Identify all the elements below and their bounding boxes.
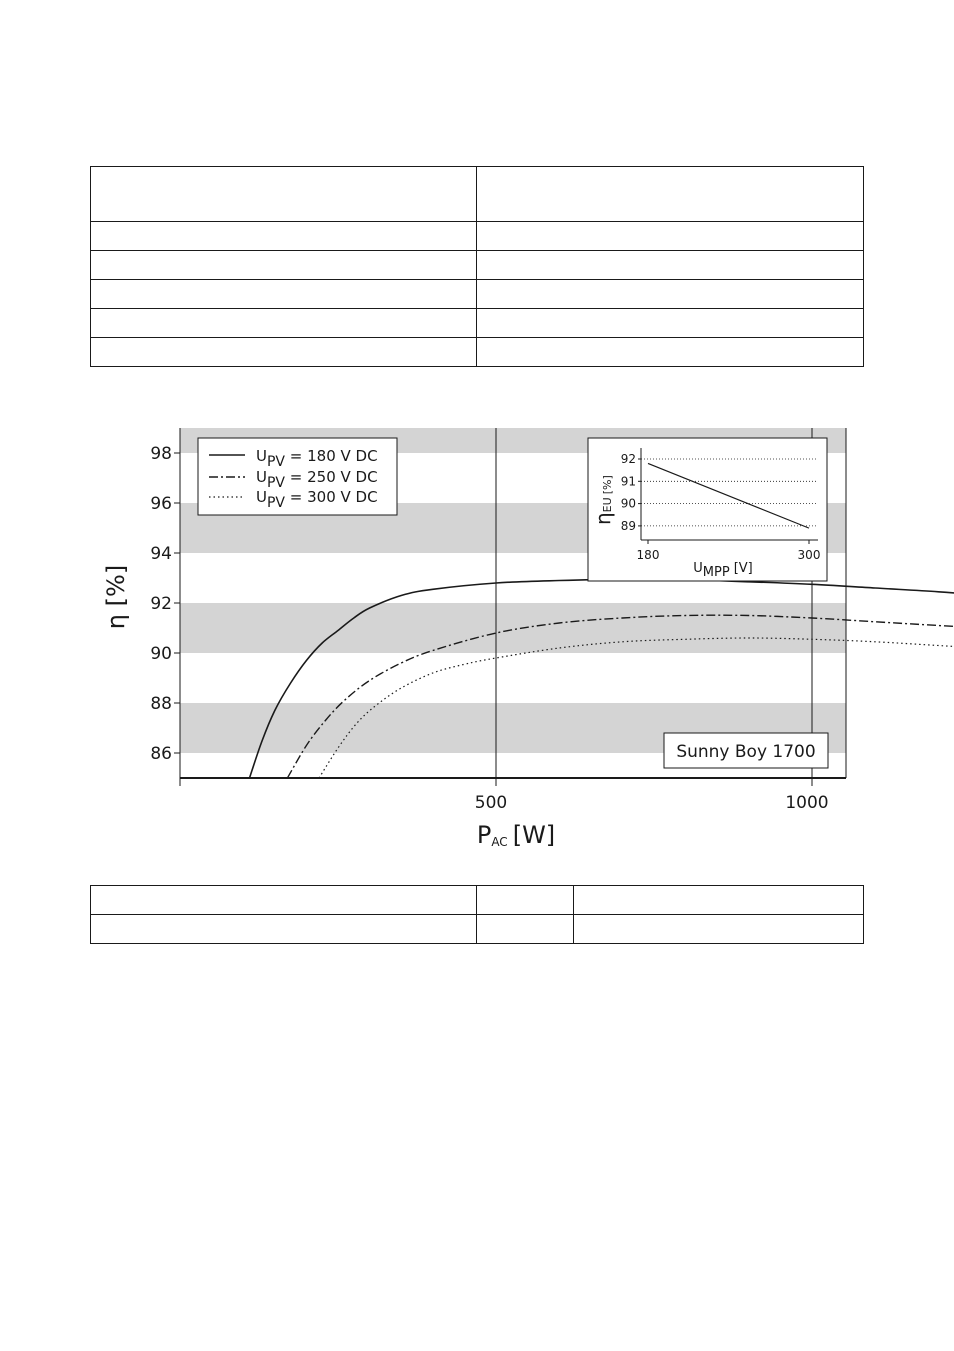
model-annotation xyxy=(664,733,828,768)
table-cell xyxy=(91,167,477,222)
table-row xyxy=(91,886,864,915)
legend xyxy=(198,438,397,515)
efficiency-chart xyxy=(0,400,954,860)
inset-x-tick-label: 300 xyxy=(797,548,821,562)
inset-y-tick-label: 91 xyxy=(620,474,636,489)
table-cell xyxy=(477,915,574,944)
table-cell xyxy=(91,915,477,944)
y-tick-label: 86 xyxy=(150,744,172,764)
table-cell xyxy=(91,222,477,251)
table-cell xyxy=(91,280,477,309)
table-row xyxy=(91,280,864,309)
table-row xyxy=(91,915,864,944)
table-cell xyxy=(477,222,864,251)
model-name: Sunny Boy 1700 xyxy=(676,742,816,762)
table-cell xyxy=(477,309,864,338)
inset-chart xyxy=(588,438,827,581)
table-cell xyxy=(477,338,864,367)
x-axis-label xyxy=(477,821,555,849)
y-axis-label: η [%] xyxy=(102,564,130,630)
inset-y-tick-label: 90 xyxy=(620,496,636,511)
y-tick-label: 94 xyxy=(150,544,172,564)
table-cell xyxy=(574,886,864,915)
shaded-band xyxy=(180,603,846,653)
table-cell xyxy=(477,280,864,309)
legend-label-300: UPV = 300 V DC xyxy=(256,488,378,511)
table-cell xyxy=(91,251,477,280)
table-cell xyxy=(477,886,574,915)
inset-y-axis-label-unit: [%] xyxy=(601,475,614,495)
table-row xyxy=(91,309,864,338)
y-tick-label: 92 xyxy=(150,594,172,614)
inset-x-axis-label-unit: [V] xyxy=(733,561,753,576)
table-cell xyxy=(574,915,864,944)
legend-label-180: UPV = 180 V DC xyxy=(256,447,378,470)
table-cell xyxy=(477,251,864,280)
top-table xyxy=(90,166,864,367)
x-axis-label-sub: AC xyxy=(491,835,508,849)
x-axis-label-unit: [W] xyxy=(512,821,556,849)
bottom-table xyxy=(90,885,864,944)
table-row xyxy=(91,222,864,251)
y-tick-label: 88 xyxy=(150,694,172,714)
x-tick-label: 1000 xyxy=(785,793,829,813)
x-tick-label: 500 xyxy=(474,793,508,813)
y-tick-label: 98 xyxy=(150,444,172,464)
inset-x-tick-label: 180 xyxy=(636,548,660,562)
table-cell xyxy=(91,338,477,367)
y-tick-label: 96 xyxy=(150,494,172,514)
table-row xyxy=(91,167,864,222)
table-row xyxy=(91,338,864,367)
table-row xyxy=(91,251,864,280)
inset-x-axis-label-sub: MPP xyxy=(702,565,730,580)
inset-y-tick-label: 92 xyxy=(620,452,636,466)
inset-x-axis-label-main: U xyxy=(693,561,703,576)
table-cell xyxy=(91,886,477,915)
table-cell xyxy=(477,167,864,222)
table-cell xyxy=(91,309,477,338)
y-tick-label: 90 xyxy=(150,644,172,664)
legend-label-250: UPV = 250 V DC xyxy=(256,468,378,491)
y-ticks xyxy=(150,444,180,764)
inset-y-axis-label-main: η xyxy=(591,512,615,525)
inset-y-axis-label-sub: EU xyxy=(601,497,614,513)
x-ticks xyxy=(475,778,954,813)
x-axis-label-main: P xyxy=(476,821,492,849)
inset-y-tick-label: 89 xyxy=(620,518,636,533)
